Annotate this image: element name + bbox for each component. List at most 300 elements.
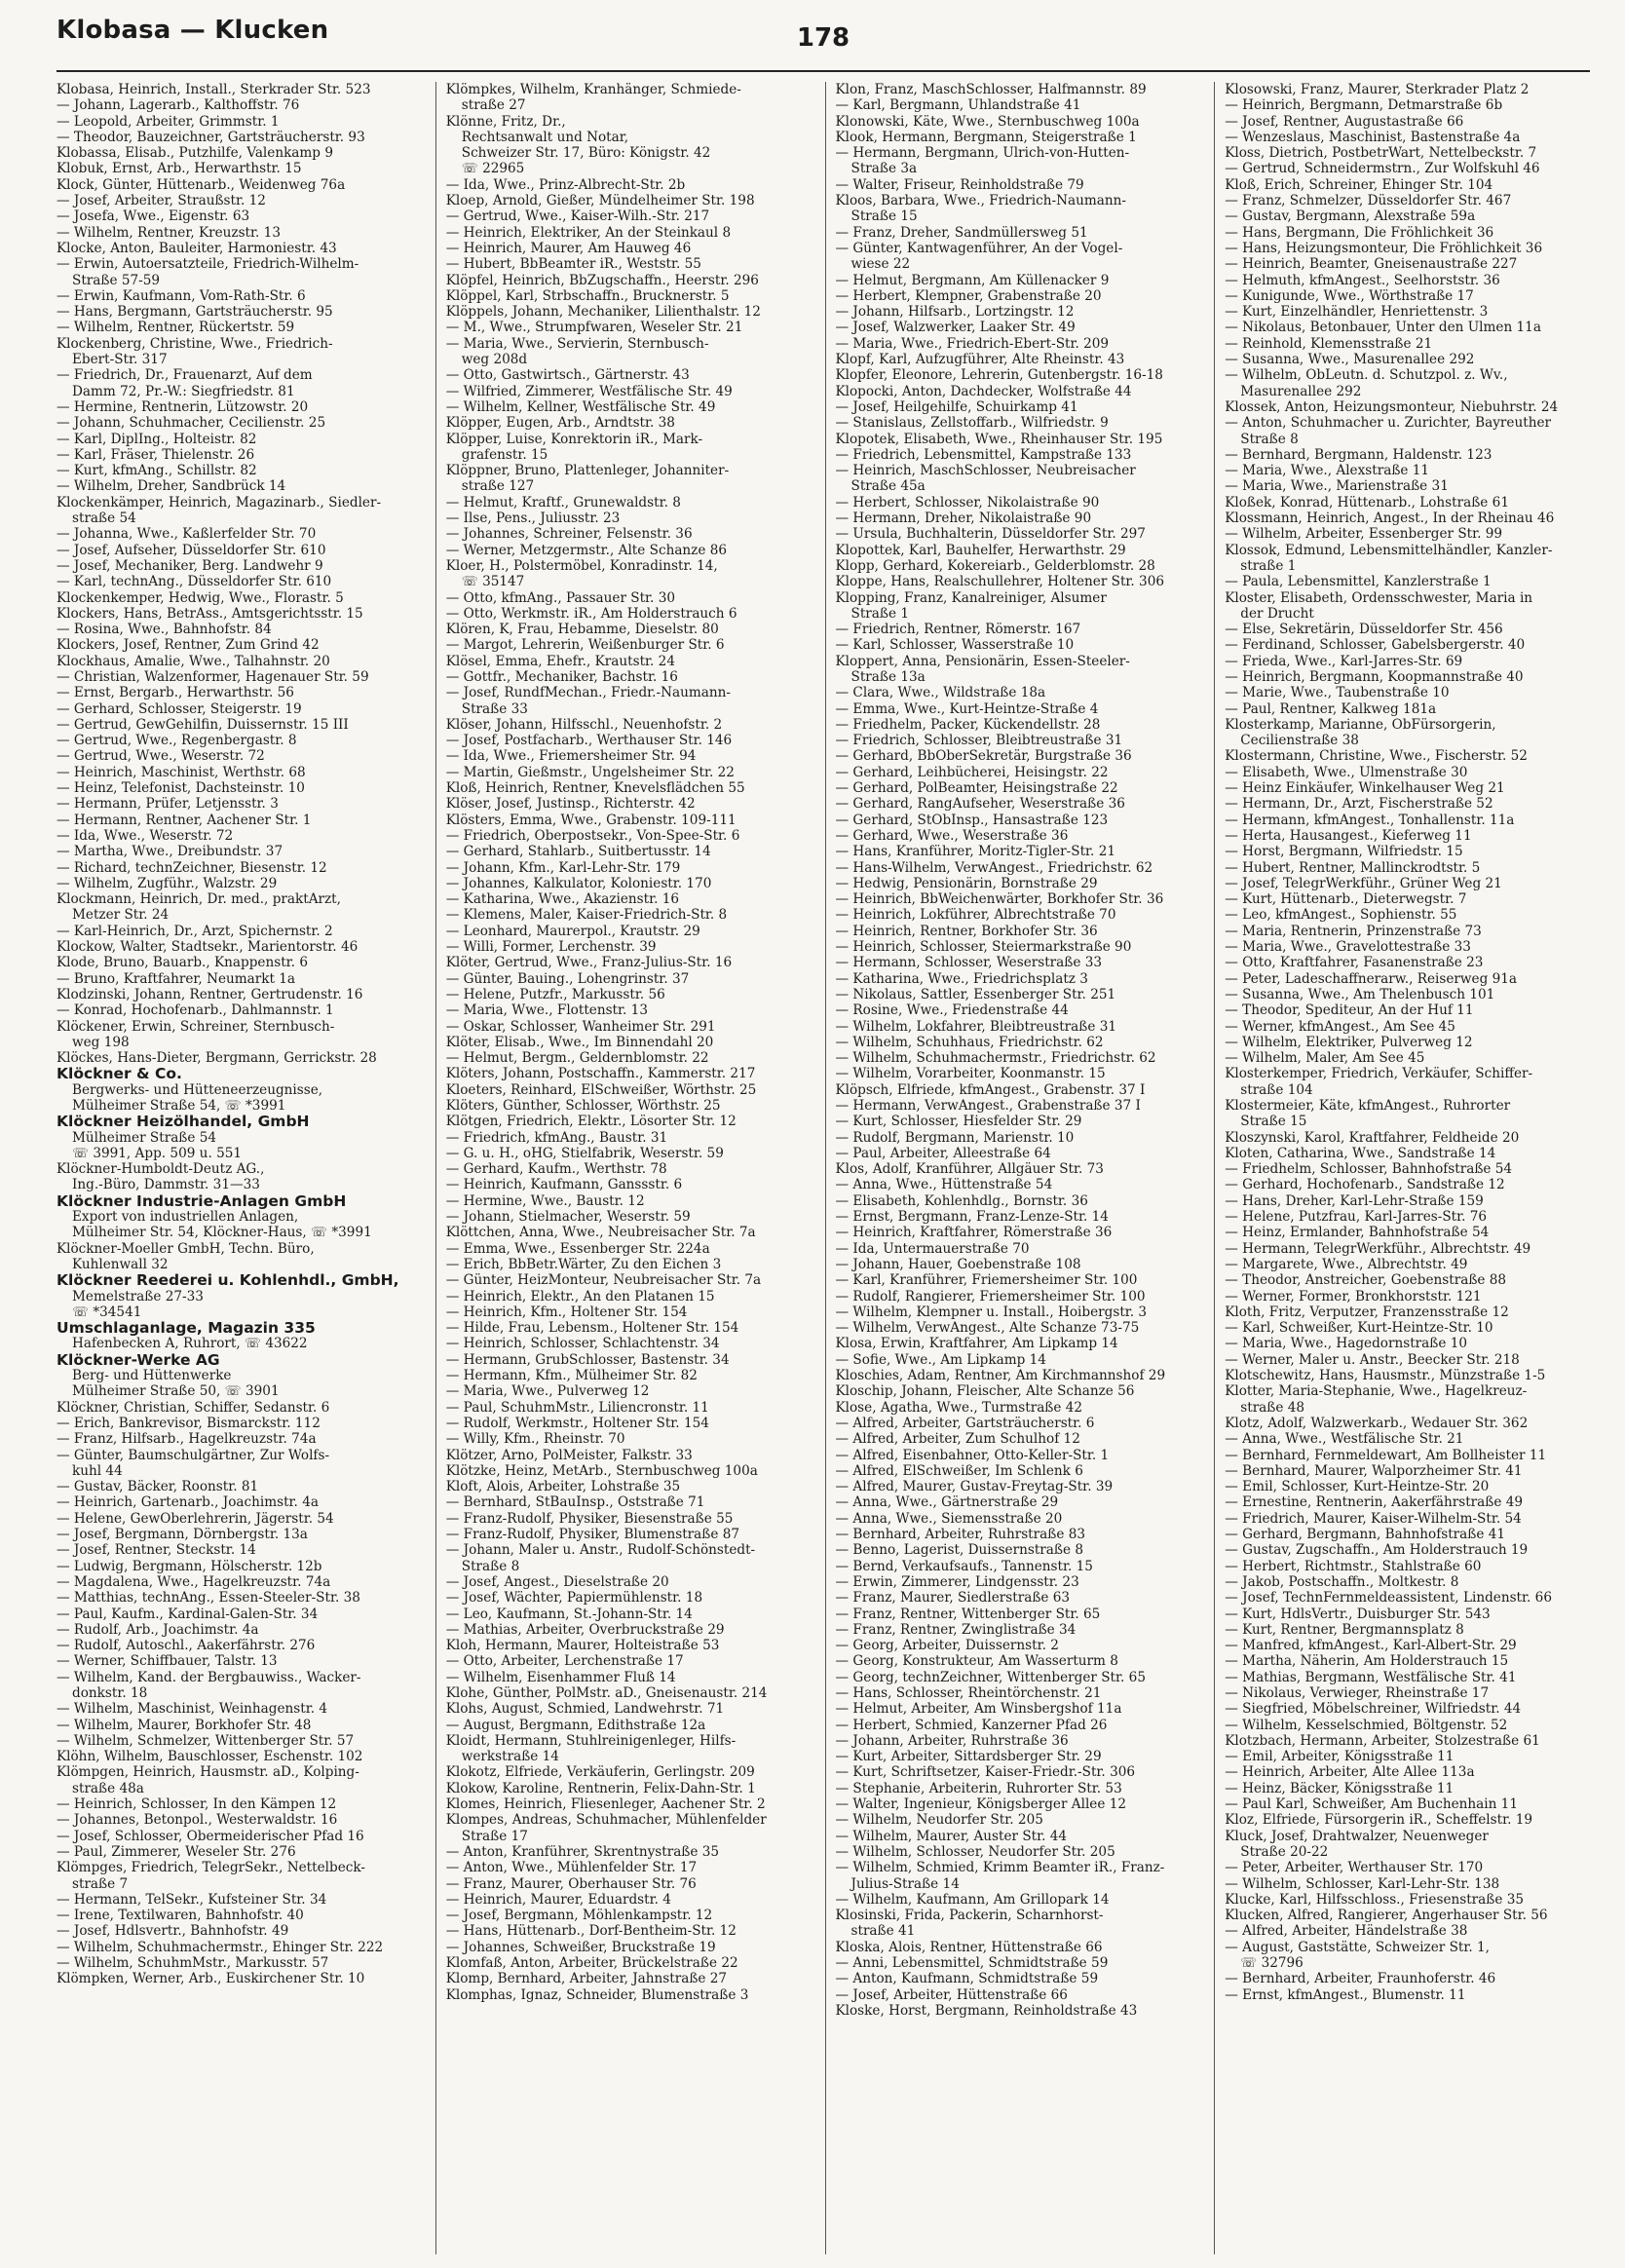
directory-entry: — Anna, Wwe., Hüttenstraße 54 bbox=[835, 1177, 1053, 1193]
directory-entry: wiese 22 bbox=[850, 256, 911, 273]
directory-entry: — Georg, Konstrukteur, Am Wasserturm 8 bbox=[835, 1653, 1118, 1670]
directory-entry: — Hans-Wilhelm, VerwAngest., Friedrichstr. 62 bbox=[835, 859, 1153, 876]
directory-entry: — Maria, Wwe., Friedrich-Ebert-Str. 209 bbox=[835, 335, 1110, 352]
directory-entry: — Alfred, ElSchweißer, Im Schlenk 6 bbox=[835, 1462, 1083, 1479]
directory-entry: Klöters, Johann, Postschaffn., Kammerstr. 217 bbox=[445, 1066, 756, 1082]
directory-entry: Klosterkemper, Friedrich, Verkäufer, Schiffer- bbox=[1225, 1066, 1533, 1082]
directory-entry: — Wilhelm, Maschinist, Weinhagenstr. 4 bbox=[57, 1701, 328, 1718]
directory-entry: — Karl-Heinrich, Dr., Arzt, Spichernstr. 2 bbox=[57, 923, 333, 939]
directory-entry: — Clara, Wwe., Wildstraße 18a bbox=[835, 685, 1046, 701]
directory-entry: — Karl, Schweißer, Kurt-Heintze-Str. 10 bbox=[1225, 1320, 1493, 1337]
directory-entry: Klöckner Heizölhandel, GmbH bbox=[57, 1114, 310, 1130]
directory-entry: — Walter, Ingenieur, Königsberger Allee 12 bbox=[835, 1796, 1127, 1813]
directory-entry: Klöppner, Bruno, Plattenleger, Johanniter- bbox=[445, 463, 730, 479]
directory-entry: — Alfred, Arbeiter, Händelstraße 38 bbox=[1225, 1923, 1468, 1940]
directory-entry: donkstr. 18 bbox=[72, 1684, 148, 1701]
directory-entry: Klockenkemper, Hedwig, Wwe., Florastr. 5 bbox=[57, 589, 344, 606]
directory-entry: — Martha, Näherin, Am Holderstrauch 15 bbox=[1225, 1653, 1509, 1670]
directory-entry: — Ilse, Pens., Juliusstr. 23 bbox=[445, 510, 621, 527]
directory-entry: — Helmut, Kraftf., Grunewaldstr. 8 bbox=[445, 494, 681, 510]
directory-entry: der Drucht bbox=[1240, 605, 1314, 622]
directory-entry: — Sofie, Wwe., Am Lipkamp 14 bbox=[835, 1351, 1046, 1368]
directory-entry: Klöckener, Erwin, Schreiner, Sternbusch- bbox=[57, 1018, 335, 1035]
directory-entry: straße 27 bbox=[461, 97, 526, 114]
directory-entry: — Hermann, TelegrWerkführ., Albrechtstr. 49 bbox=[1225, 1240, 1531, 1257]
directory-entry: — Jakob, Postschaffn., Moltkestr. 8 bbox=[1225, 1573, 1459, 1590]
directory-entry: straße 48 bbox=[1240, 1399, 1305, 1416]
directory-entry: Rechtsanwalt und Notar, bbox=[461, 129, 629, 145]
directory-entry: Kloß, Heinrich, Rentner, Knevelsflädchen 55 bbox=[445, 780, 745, 797]
directory-entry: Kloß, Erich, Schreiner, Ehinger Str. 104 bbox=[1225, 176, 1493, 193]
directory-entry: Straße 57-59 bbox=[72, 272, 161, 288]
directory-entry: — Hermann, Dr., Arzt, Fischerstraße 52 bbox=[1225, 796, 1493, 813]
directory-entry: — Susanna, Wwe., Masurenallee 292 bbox=[1225, 352, 1475, 368]
directory-entry: Kloos, Barbara, Wwe., Friedrich-Naumann- bbox=[835, 193, 1126, 209]
directory-entry: Klotter, Maria-Stephanie, Wwe., Hagelkreuz- bbox=[1225, 1383, 1528, 1400]
directory-entry: — Leonhard, Maurerpol., Krautstr. 29 bbox=[445, 923, 700, 939]
directory-entry: — Wilhelm, Rentner, Kreuzstr. 13 bbox=[57, 224, 281, 241]
directory-entry: — Theodor, Bauzeichner, Gartsträucherstr. 93 bbox=[57, 129, 365, 145]
directory-entry: Klopp, Gerhard, Kokereiarb., Gelderblomstr. 28 bbox=[835, 557, 1155, 574]
directory-entry: — Gerhard, StObInsp., Hansastraße 123 bbox=[835, 812, 1109, 828]
directory-entry: straße 1 bbox=[1240, 557, 1297, 574]
directory-entry: — Gerhard, Bergmann, Bahnhofstraße 41 bbox=[1225, 1527, 1506, 1543]
directory-entry: — Heinz, Telefonist, Dachsteinstr. 10 bbox=[57, 780, 305, 797]
directory-entry: — Heinrich, Gartenarb., Joachimstr. 4a bbox=[57, 1494, 319, 1511]
directory-entry: — Johann, Hauer, Goebenstraße 108 bbox=[835, 1256, 1081, 1272]
directory-entry: — Else, Sekretärin, Düsseldorfer Str. 456 bbox=[1225, 622, 1503, 638]
directory-entry: Klosowski, Franz, Maurer, Sterkrader Platz 2 bbox=[1225, 82, 1530, 97]
directory-entry: Klosterkamp, Marianne, ObFürsorgerin, bbox=[1225, 716, 1496, 733]
directory-entry: — Bernhard, StBauInsp., Oststraße 71 bbox=[445, 1494, 705, 1511]
directory-entry: — Benno, Lagerist, Duissernstraße 8 bbox=[835, 1542, 1083, 1559]
directory-entry: — Josef, Aufseher, Düsseldorfer Str. 610 bbox=[57, 542, 326, 558]
directory-entry: — Johann, Hilfsarb., Lortzingstr. 12 bbox=[835, 304, 1075, 321]
directory-entry: — Heinrich, Rentner, Borkhofer Str. 36 bbox=[835, 923, 1098, 939]
directory-entry: — Emil, Schlosser, Kurt-Heintze-Str. 20 bbox=[1225, 1479, 1490, 1495]
directory-entry: — Kurt, Einzelhändler, Henriettenstr. 3 bbox=[1225, 304, 1489, 321]
directory-entry: — Ernst, kfmAngest., Blumenstr. 11 bbox=[1225, 1986, 1466, 2003]
directory-entry: — Friedrich, Schlosser, Bleibtreustraße 31 bbox=[835, 733, 1123, 749]
directory-entry: — Günter, Kantwagenführer, An der Vogel- bbox=[835, 240, 1123, 256]
directory-entry: — Wilhelm, ObLeutn. d. Schutzpol. z. Wv., bbox=[1225, 367, 1508, 384]
directory-entry: — Wilhelm, Schlosser, Neudorfer Str. 205 bbox=[835, 1843, 1115, 1860]
directory-entry: Klöckner-Humboldt-Deutz AG., bbox=[57, 1161, 265, 1178]
directory-entry: — Herbert, Schmied, Kanzerner Pfad 26 bbox=[835, 1717, 1108, 1733]
directory-entry: Klömpkes, Wilhelm, Kranhänger, Schmiede- bbox=[445, 82, 741, 97]
directory-entry: — Josef, Rentner, Augustastraße 66 bbox=[1225, 113, 1464, 130]
directory-entry: — Irene, Textilwaren, Bahnhofstr. 40 bbox=[57, 1908, 304, 1924]
directory-entry: — Franz, Rentner, Wittenberger Str. 65 bbox=[835, 1606, 1101, 1622]
directory-entry: — Johann, Kfm., Karl-Lehr-Str. 179 bbox=[445, 859, 681, 876]
directory-entry: Klöters, Günther, Schlosser, Wörthstr. 25 bbox=[445, 1098, 721, 1114]
directory-entry: — Werner, Former, Bronkhorststr. 121 bbox=[1225, 1288, 1482, 1304]
directory-entry: — Helmuth, kfmAngest., Seelhorststr. 36 bbox=[1225, 272, 1500, 288]
directory-entry: Straße 20-22 bbox=[1240, 1843, 1329, 1860]
directory-entry: — Klemens, Maler, Kaiser-Friedrich-Str. 8 bbox=[445, 907, 728, 924]
directory-entry: — Wilhelm, Maurer, Borkhofer Str. 48 bbox=[57, 1717, 312, 1733]
directory-entry: kuhl 44 bbox=[72, 1462, 123, 1479]
directory-entry: Kloth, Fritz, Verputzer, Franzensstraße 12 bbox=[1225, 1304, 1509, 1320]
directory-entry: — Bruno, Kraftfahrer, Neumarkt 1a bbox=[57, 970, 296, 987]
directory-entry: — Franz-Rudolf, Physiker, Biesenstraße 55 bbox=[445, 1510, 734, 1527]
directory-entry: — Wenzeslaus, Maschinist, Bastenstraße 4a bbox=[1225, 129, 1521, 145]
directory-entry: — M., Wwe., Strumpfwaren, Weseler Str. 21 bbox=[445, 320, 743, 336]
directory-entry: Klopf, Karl, Aufzugführer, Alte Rheinstr. 43 bbox=[835, 352, 1125, 368]
directory-entry: Klockhaus, Amalie, Wwe., Talhahnstr. 20 bbox=[57, 653, 330, 669]
directory-entry: Klötgen, Friedrich, Elektr., Lösorter Str. 12 bbox=[445, 1114, 737, 1130]
directory-entry: grafenstr. 15 bbox=[461, 446, 548, 463]
directory-entry: ☏ 22965 bbox=[461, 161, 525, 177]
directory-entry: Ing.-Büro, Dammstr. 31—33 bbox=[72, 1177, 260, 1193]
directory-entry: — Kurt, Schlosser, Hiesfelder Str. 29 bbox=[835, 1114, 1082, 1130]
directory-entry: — Josef, Bergmann, Dörnbergstr. 13a bbox=[57, 1527, 308, 1543]
directory-entry: — Katharina, Wwe., Friedrichsplatz 3 bbox=[835, 970, 1088, 987]
directory-entry: — Paula, Lebensmittel, Kanzlerstraße 1 bbox=[1225, 574, 1492, 590]
directory-entry: — Hans, Bergmann, Die Fröhlichkeit 36 bbox=[1225, 224, 1494, 241]
directory-entry: Straße 33 bbox=[461, 700, 528, 717]
directory-entry: Kloster, Elisabeth, Ordensschwester, Maria in bbox=[1225, 589, 1533, 606]
directory-entry: — Emil, Arbeiter, Königsstraße 11 bbox=[1225, 1749, 1455, 1765]
directory-entry: — Stephanie, Arbeiterin, Ruhrorter Str. 53 bbox=[835, 1780, 1122, 1796]
directory-entry: — Johann, Schuhmacher, Cecilienstr. 25 bbox=[57, 415, 326, 432]
directory-entry: weg 208d bbox=[461, 352, 528, 368]
directory-entry: — Friedhelm, Schlosser, Bahnhofstraße 54 bbox=[1225, 1161, 1513, 1178]
directory-entry: Klöckner-Werke AG bbox=[57, 1351, 220, 1369]
directory-entry: — August, Gaststätte, Schweizer Str. 1, bbox=[1225, 1939, 1490, 1955]
directory-entry: straße 48a bbox=[72, 1780, 144, 1796]
directory-entry: — Hermann, GrubSchlosser, Bastenstr. 34 bbox=[445, 1351, 730, 1368]
directory-entry: — Willy, Kfm., Rheinstr. 70 bbox=[445, 1431, 625, 1448]
directory-entry: — Friedrich, Oberpostsekr., Von-Spee-Str. 6 bbox=[445, 827, 740, 844]
directory-entry: — Franz, Hilfsarb., Hagelkreuzstr. 74a bbox=[57, 1431, 317, 1448]
directory-entry: Mülheimer Str. 54, Klöckner-Haus, ☏ *3991 bbox=[72, 1225, 372, 1241]
directory-entry: — Friedrich, Lebensmittel, Kampstraße 133 bbox=[835, 446, 1132, 463]
directory-entry: — Alfred, Arbeiter, Gartsträucherstr. 6 bbox=[835, 1415, 1095, 1431]
directory-entry: — Kurt, kfmAng., Schillstr. 82 bbox=[57, 463, 257, 479]
directory-entry: Kloschies, Adam, Rentner, Am Kirchmannshof 29 bbox=[835, 1368, 1166, 1384]
column-1 bbox=[57, 82, 422, 2254]
directory-entry: — Ida, Untermauerstraße 70 bbox=[835, 1240, 1030, 1257]
directory-entry: — Richard, technZeichner, Biesenstr. 12 bbox=[57, 859, 327, 876]
directory-entry: — Anni, Lebensmittel, Schmidtstraße 59 bbox=[835, 1955, 1109, 1972]
directory-entry: — Emma, Wwe., Kurt-Heintze-Straße 4 bbox=[835, 700, 1099, 717]
directory-entry: — Bernhard, Fernmeldewart, Am Bollheister 11 bbox=[1225, 1447, 1547, 1463]
directory-entry: — Heinrich, Maschinist, Werthstr. 68 bbox=[57, 764, 306, 780]
directory-entry: Klossok, Edmund, Lebensmittelhändler, Kanzler- bbox=[1225, 542, 1553, 558]
directory-entry: — Heinz, Bäcker, Königsstraße 11 bbox=[1225, 1780, 1455, 1796]
directory-entry: Berg- und Hüttenwerke bbox=[72, 1368, 232, 1384]
directory-entry: — Rudolf, Arb., Joachimstr. 4a bbox=[57, 1621, 259, 1638]
directory-entry: Klockers, Hans, BetrAss., Amtsgerichtsstr. 15 bbox=[57, 605, 363, 622]
directory-entry: Klöckner Industrie-Anlagen GmbH bbox=[57, 1192, 347, 1210]
directory-entry: — Josef, Bergmann, Möhlenkampstr. 12 bbox=[445, 1908, 713, 1924]
directory-entry: — Helmut, Bergm., Geldernblomstr. 22 bbox=[445, 1050, 709, 1067]
directory-entry: — Hermann, Kfm., Mülheimer Str. 82 bbox=[445, 1368, 698, 1384]
directory-entry: — Susanna, Wwe., Am Thelenbusch 101 bbox=[1225, 986, 1495, 1002]
directory-entry: Klosinski, Frida, Packerin, Scharnhorst- bbox=[835, 1908, 1104, 1924]
directory-entry: Kloep, Arnold, Gießer, Mündelheimer Str. 198 bbox=[445, 193, 755, 209]
directory-entry: — Herbert, Klempner, Grabenstraße 20 bbox=[835, 287, 1102, 304]
directory-entry: Klobasa, Heinrich, Install., Sterkrader Str. 523 bbox=[57, 82, 371, 97]
directory-entry: straße 54 bbox=[72, 510, 136, 527]
directory-entry: — Ursula, Buchhalterin, Düsseldorfer Str. 297 bbox=[835, 526, 1146, 543]
directory-entry: — Alfred, Maurer, Gustav-Freytag-Str. 39 bbox=[835, 1479, 1114, 1495]
directory-entry: Damm 72, Pr.-W.: Siegfriedstr. 81 bbox=[72, 383, 295, 399]
directory-entry: — Maria, Wwe., Gravelottestraße 33 bbox=[1225, 939, 1471, 956]
directory-entry: — Paul Karl, Schweißer, Am Buchenhain 11 bbox=[1225, 1796, 1518, 1813]
directory-entry: Klopottek, Karl, Bauhelfer, Herwarthstr. 29 bbox=[835, 542, 1126, 558]
directory-entry: Export von industriellen Anlagen, bbox=[72, 1209, 299, 1226]
directory-entry: Memelstraße 27-33 bbox=[72, 1288, 204, 1304]
directory-entry: — Franz, Maurer, Siedlerstraße 63 bbox=[835, 1590, 1071, 1606]
directory-entry: Kluck, Josef, Drahtwalzer, Neuenweger bbox=[1225, 1828, 1489, 1844]
directory-entry: — Rudolf, Rangierer, Friemersheimer Str. 100 bbox=[835, 1288, 1146, 1304]
directory-entry: — Johannes, Schweißer, Bruckstraße 19 bbox=[445, 1939, 716, 1955]
directory-entry: — Ludwig, Bergmann, Hölscherstr. 12b bbox=[57, 1558, 322, 1574]
directory-entry: — Nikolaus, Verwieger, Rheinstraße 17 bbox=[1225, 1684, 1490, 1701]
directory-entry: — Hermann, kfmAngest., Tonhallenstr. 11a bbox=[1225, 812, 1515, 828]
directory-entry: Klock, Günter, Hüttenarb., Weidenweg 76a bbox=[57, 176, 346, 193]
directory-entry: Klonowski, Käte, Wwe., Sternbuschweg 100a bbox=[835, 113, 1140, 130]
directory-entry: — Willi, Former, Lerchenstr. 39 bbox=[445, 939, 657, 956]
directory-entry: — Wilhelm, Schlosser, Karl-Lehr-Str. 138 bbox=[1225, 1875, 1500, 1892]
directory-entry: Klösters, Emma, Wwe., Grabenstr. 109-111 bbox=[445, 812, 737, 828]
directory-entry: Klockow, Walter, Stadtsekr., Marientorstr. 46 bbox=[57, 939, 359, 956]
directory-entry: weg 198 bbox=[72, 1034, 130, 1050]
directory-entry: Bergwerks- und Hütteneerzeugnisse, bbox=[72, 1081, 323, 1098]
directory-entry: — Johanna, Wwe., Kaßlerfelder Str. 70 bbox=[57, 526, 317, 543]
directory-entry: — Hans, Hüttenarb., Dorf-Bentheim-Str. 12 bbox=[445, 1923, 737, 1940]
directory-entry: — Gerhard, Stahlarb., Suitbertusstr. 14 bbox=[445, 844, 711, 860]
directory-entry: Klopfer, Eleonore, Lehrerin, Gutenbergstr. 16-18 bbox=[835, 367, 1163, 384]
directory-entry: — Heinrich, Kaufmann, Ganssstr. 6 bbox=[445, 1177, 683, 1193]
directory-entry: — Hedwig, Pensionärin, Bornstraße 29 bbox=[835, 875, 1098, 891]
directory-entry: Klötzer, Arno, PolMeister, Falkstr. 33 bbox=[445, 1447, 693, 1463]
directory-entry: Cecilienstraße 38 bbox=[1240, 733, 1359, 749]
directory-entry: — Gerhard, Hochofenarb., Sandstraße 12 bbox=[1225, 1177, 1505, 1193]
directory-entry: werkstraße 14 bbox=[461, 1749, 559, 1765]
directory-entry: — Hubert, BbBeamter iR., Weststr. 55 bbox=[445, 256, 701, 273]
directory-entry: — Hermann, Rentner, Aachener Str. 1 bbox=[57, 812, 312, 828]
directory-entry: — G. u. H., oHG, Stielfabrik, Weserstr. 59 bbox=[445, 1145, 724, 1161]
directory-entry: — Josef, Rentner, Steckstr. 14 bbox=[57, 1542, 256, 1559]
directory-entry: — Anna, Wwe., Gärtnerstraße 29 bbox=[835, 1494, 1059, 1511]
directory-entry: — Bernhard, Bergmann, Haldenstr. 123 bbox=[1225, 446, 1493, 463]
directory-entry: Straße 15 bbox=[850, 208, 918, 225]
directory-entry: Kloszynski, Karol, Kraftfahrer, Feldheide 20 bbox=[1225, 1129, 1520, 1146]
directory-entry: — Frieda, Wwe., Karl-Jarres-Str. 69 bbox=[1225, 653, 1463, 669]
directory-entry: — Peter, Ladeschaffnerarw., Reiserweg 91a bbox=[1225, 970, 1518, 987]
directory-entry: Klömpges, Friedrich, TelegrSekr., Nettelbeck- bbox=[57, 1860, 365, 1876]
directory-entry: — Josef, Mechaniker, Berg. Landwehr 9 bbox=[57, 557, 323, 574]
directory-entry: — Horst, Bergmann, Wilfriedstr. 15 bbox=[1225, 844, 1463, 860]
directory-entry: Klosa, Erwin, Kraftfahrer, Am Lipkamp 14 bbox=[835, 1336, 1118, 1352]
directory-entry: — Erwin, Autoersatzteile, Friedrich-Wilhelm- bbox=[57, 256, 359, 273]
directory-entry: — Margot, Lehrerin, Weißenburger Str. 6 bbox=[445, 637, 725, 654]
directory-entry: Straße 1 bbox=[850, 605, 909, 622]
directory-entry: — Wilhelm, Vorarbeiter, Koonmanstr. 15 bbox=[835, 1066, 1106, 1082]
directory-entry: — Georg, Arbeiter, Duissernstr. 2 bbox=[835, 1638, 1059, 1654]
directory-entry: — Katharina, Wwe., Akazienstr. 16 bbox=[445, 891, 680, 908]
directory-entry: — Kunigunde, Wwe., Wörthstraße 17 bbox=[1225, 287, 1474, 304]
running-head: Klobasa — Klucken bbox=[57, 16, 329, 45]
directory-entry: — Josef, TechnFernmeldeassistent, Lindenstr. 66 bbox=[1225, 1590, 1552, 1606]
directory-entry: — Martin, Gießmstr., Ungelsheimer Str. 22 bbox=[445, 764, 735, 780]
directory-entry: — Margarete, Wwe., Albrechtstr. 49 bbox=[1225, 1256, 1468, 1272]
directory-entry: Klostermann, Christine, Wwe., Fischerstr. 52 bbox=[1225, 748, 1528, 765]
directory-entry: — Josef, Arbeiter, Straußstr. 12 bbox=[57, 193, 266, 209]
directory-entry: — Paul, Kaufm., Kardinal-Galen-Str. 34 bbox=[57, 1606, 319, 1622]
directory-entry: Kloska, Alois, Rentner, Hüttenstraße 66 bbox=[835, 1939, 1103, 1955]
directory-entry: Kloßek, Konrad, Hüttenarb., Lohstraße 61 bbox=[1225, 494, 1509, 510]
directory-entry: — Friedrich, kfmAng., Baustr. 31 bbox=[445, 1129, 668, 1146]
directory-entry: — Elisabeth, Kohlenhdlg., Bornstr. 36 bbox=[835, 1192, 1088, 1209]
directory-entry: Mülheimer Straße 54 bbox=[72, 1129, 217, 1146]
directory-entry: — Gerhard, Kaufm., Werthstr. 78 bbox=[445, 1161, 667, 1178]
directory-entry: — Ida, Wwe., Weserstr. 72 bbox=[57, 827, 234, 844]
directory-entry: — Maria, Wwe., Hagedornstraße 10 bbox=[1225, 1336, 1468, 1352]
directory-entry: — Gerhard, RangAufseher, Weserstraße 36 bbox=[835, 796, 1125, 813]
directory-entry: — Heinrich, MaschSchlosser, Neubreisacher bbox=[835, 463, 1136, 479]
directory-entry: Klöckner-Moeller GmbH, Techn. Büro, bbox=[57, 1240, 315, 1257]
directory-entry: Klockers, Josef, Rentner, Zum Grind 42 bbox=[57, 637, 320, 654]
directory-entry: — Josef, Walzwerker, Laaker Str. 49 bbox=[835, 320, 1076, 336]
directory-entry: — Hermann, Bergmann, Ulrich-von-Hutten- bbox=[835, 145, 1130, 162]
directory-entry: — Marie, Wwe., Taubenstraße 10 bbox=[1225, 685, 1450, 701]
directory-entry: straße 41 bbox=[850, 1923, 916, 1940]
directory-entry: — Maria, Rentnerin, Prinzenstraße 73 bbox=[1225, 923, 1482, 939]
directory-entry: — Otto, Gastwirtsch., Gärtnerstr. 43 bbox=[445, 367, 690, 384]
directory-entry: Klucken, Alfred, Rangierer, Angerhauser Str. 56 bbox=[1225, 1908, 1548, 1924]
directory-entry: Klobassa, Elisab., Putzhilfe, Valenkamp 9 bbox=[57, 145, 333, 162]
directory-entry: — Heinrich, Schlosser, Steiermarkstraße 90 bbox=[835, 939, 1132, 956]
directory-entry: Kloten, Catharina, Wwe., Sandstraße 14 bbox=[1225, 1145, 1496, 1161]
directory-entry: — Theodor, Spediteur, An der Huf 11 bbox=[1225, 1002, 1474, 1019]
directory-entry: Klomfaß, Anton, Arbeiter, Brückelstraße 22 bbox=[445, 1955, 738, 1972]
directory-entry: — Gustav, Bergmann, Alexstraße 59a bbox=[1225, 208, 1476, 225]
directory-entry: — Heinrich, Maurer, Eduardstr. 4 bbox=[445, 1891, 671, 1908]
directory-entry: — Gerhard, PolBeamter, Heisingstraße 22 bbox=[835, 780, 1118, 797]
directory-entry: — Franz, Dreher, Sandmüllersweg 51 bbox=[835, 224, 1088, 241]
directory-entry: — Christian, Walzenformer, Hagenauer Str. 59 bbox=[57, 668, 369, 685]
directory-entry: — Bernd, Verkaufsaufs., Tannenstr. 15 bbox=[835, 1558, 1093, 1574]
directory-entry: — Josef, RundfMechan., Friedr.-Naumann- bbox=[445, 685, 731, 701]
directory-entry: — Hilde, Frau, Lebensm., Holtener Str. 154 bbox=[445, 1320, 739, 1337]
directory-entry: Klöpfel, Heinrich, BbZugschaffn., Heerstr. 296 bbox=[445, 272, 759, 288]
directory-entry: — Erwin, Zimmerer, Lindgensstr. 23 bbox=[835, 1573, 1079, 1590]
directory-entry: — Otto, Werkmstr. iR., Am Holderstrauch 6 bbox=[445, 605, 737, 622]
directory-entry: ☏ 3991, App. 509 u. 551 bbox=[72, 1145, 243, 1161]
directory-entry: — Günter, HeizMonteur, Neubreisacher Str. 7a bbox=[445, 1272, 762, 1289]
directory-entry: Kloeters, Reinhard, ElSchweißer, Wörthstr. 25 bbox=[445, 1081, 757, 1098]
directory-entry: — Nikolaus, Betonbauer, Unter den Ulmen 11a bbox=[1225, 320, 1541, 336]
directory-entry: Straße 3a bbox=[850, 161, 918, 177]
directory-entry: — Wilhelm, Dreher, Sandbrück 14 bbox=[57, 478, 286, 495]
directory-entry: — Hermine, Rentnerin, Lützowstr. 20 bbox=[57, 398, 309, 415]
directory-entry: — Friedrich, Maurer, Kaiser-Wilhelm-Str. 54 bbox=[1225, 1510, 1522, 1527]
directory-entry: straße 7 bbox=[72, 1875, 129, 1892]
directory-entry: — Rudolf, Autoschl., Aakerfährstr. 276 bbox=[57, 1638, 316, 1654]
directory-entry: — Johannes, Betonpol., Westerwaldstr. 16 bbox=[57, 1812, 338, 1829]
directory-entry: Klopping, Franz, Kanalreiniger, Alsumer bbox=[835, 589, 1107, 606]
directory-entry: — Josef, Heilgehilfe, Schuirkamp 41 bbox=[835, 398, 1078, 415]
directory-entry: Kloh, Hermann, Maurer, Holteistraße 53 bbox=[445, 1638, 720, 1654]
directory-entry: — Gertrud, Wwe., Regenbergastr. 8 bbox=[57, 733, 297, 749]
directory-entry: — Karl, Kranführer, Friemersheimer Str. 100 bbox=[835, 1272, 1138, 1289]
directory-entry: — Herta, Hausangest., Kieferweg 11 bbox=[1225, 827, 1472, 844]
directory-entry: — Helene, GewOberlehrerin, Jägerstr. 54 bbox=[57, 1510, 334, 1527]
directory-entry: Kloschip, Johann, Fleischer, Alte Schanze 56 bbox=[835, 1383, 1135, 1400]
directory-entry: — Wilhelm, SchuhmMstr., Markusstr. 57 bbox=[57, 1955, 329, 1972]
directory-entry: — Leo, Kaufmann, St.-Johann-Str. 14 bbox=[445, 1606, 693, 1622]
directory-entry: — Heinrich, Elektr., An den Platanen 15 bbox=[445, 1288, 715, 1304]
directory-entry: Straße 8 bbox=[461, 1558, 520, 1574]
directory-entry: — Hans, Schlosser, Rheintörchenstr. 21 bbox=[835, 1684, 1102, 1701]
directory-entry: — Leopold, Arbeiter, Grimmstr. 1 bbox=[57, 113, 280, 130]
directory-entry: Kloppert, Anna, Pensionärin, Essen-Steeler- bbox=[835, 653, 1130, 669]
directory-entry: Schweizer Str. 17, Büro: Königstr. 42 bbox=[461, 145, 711, 162]
directory-entry: — Heinrich, BbWeichenwärter, Borkhofer Str. 36 bbox=[835, 891, 1164, 908]
directory-entry: Kloss, Dietrich, PostbetrWart, Nettelbeckstr. 7 bbox=[1225, 145, 1537, 162]
directory-entry: — Peter, Arbeiter, Werthauser Str. 170 bbox=[1225, 1860, 1484, 1876]
directory-entry: — Friedrich, Rentner, Römerstr. 167 bbox=[835, 622, 1081, 638]
directory-entry: — Karl, Fräser, Thielenstr. 26 bbox=[57, 446, 255, 463]
directory-entry: — Franz, Schmelzer, Düsseldorfer Str. 467 bbox=[1225, 193, 1512, 209]
directory-entry: Straße 17 bbox=[461, 1828, 528, 1844]
directory-entry: — Wilhelm, Schuhmachermstr., Friedrichstr. 62 bbox=[835, 1050, 1156, 1067]
directory-entry: — Ernst, Bergarb., Herwarthstr. 56 bbox=[57, 685, 294, 701]
directory-entry: Klompes, Andreas, Schuhmacher, Mühlenfelder bbox=[445, 1812, 767, 1829]
directory-entry: — Herbert, Richtmstr., Stahlstraße 60 bbox=[1225, 1558, 1482, 1574]
directory-entry: — Werner, Schiffbauer, Talstr. 13 bbox=[57, 1653, 278, 1670]
directory-entry: — Anna, Wwe., Siemensstraße 20 bbox=[835, 1510, 1063, 1527]
directory-entry: — Bernhard, Arbeiter, Ruhrstraße 83 bbox=[835, 1527, 1085, 1543]
directory-entry: — Wilhelm, Zugführ., Walzstr. 29 bbox=[57, 875, 278, 891]
directory-entry: Klucke, Karl, Hilfsschloss., Friesenstraße 35 bbox=[1225, 1891, 1525, 1908]
directory-entry: — Franz, Rentner, Zwinglistraße 34 bbox=[835, 1621, 1077, 1638]
directory-entry: — Erwin, Kaufmann, Vom-Rath-Str. 6 bbox=[57, 287, 306, 304]
directory-entry: — Kurt, Schriftsetzer, Kaiser-Friedr.-Str. 306 bbox=[835, 1764, 1136, 1781]
directory-entry: Kloft, Alois, Arbeiter, Lohstraße 35 bbox=[445, 1479, 681, 1495]
directory-entry: — Maria, Wwe., Flottenstr. 13 bbox=[445, 1002, 648, 1019]
directory-entry: ☏ *34541 bbox=[72, 1304, 142, 1320]
directory-entry: — Manfred, kfmAngest., Karl-Albert-Str. 29 bbox=[1225, 1638, 1517, 1654]
directory-entry: straße 127 bbox=[461, 478, 535, 495]
directory-entry: Klöckner Reederei u. Kohlenhdl., GmbH, bbox=[57, 1272, 399, 1289]
directory-entry: — Mathias, Bergmann, Westfälische Str. 41 bbox=[1225, 1669, 1517, 1685]
directory-entry: — Wilhelm, Kaufmann, Am Grillopark 14 bbox=[835, 1891, 1110, 1908]
directory-entry: ☏ 32796 bbox=[1240, 1955, 1304, 1972]
directory-entry: — Heinz, Ermlander, Bahnhofstraße 54 bbox=[1225, 1225, 1490, 1241]
directory-entry: — Franz-Rudolf, Physiker, Blumenstraße 87 bbox=[445, 1527, 740, 1543]
directory-entry: — Kurt, Hüttenarb., Dieterwegstr. 7 bbox=[1225, 891, 1467, 908]
directory-entry: — Wilhelm, Arbeiter, Essenberger Str. 99 bbox=[1225, 526, 1503, 543]
directory-entry: — Wilhelm, Kand. der Bergbauwiss., Wacker- bbox=[57, 1669, 361, 1685]
directory-entry: — Heinrich, Bergmann, Koopmannstraße 40 bbox=[1225, 668, 1524, 685]
directory-entry: — Alfred, Eisenbahner, Otto-Keller-Str. 1 bbox=[835, 1447, 1110, 1463]
directory-entry: — Wilhelm, Rentner, Rückertstr. 59 bbox=[57, 320, 295, 336]
directory-entry: Klomes, Heinrich, Fliesenleger, Aachener Str. 2 bbox=[445, 1796, 766, 1813]
directory-entry: Klotschewitz, Hans, Hausmstr., Münzstraße 1-5 bbox=[1225, 1368, 1546, 1384]
directory-entry: Klöttchen, Anna, Wwe., Neubreisacher Str. 7a bbox=[445, 1225, 756, 1241]
directory-entry: — Heinrich, Schlosser, Schlachtenstr. 34 bbox=[445, 1336, 720, 1352]
directory-entry: — Matthias, technAng., Essen-Steeler-Str. 38 bbox=[57, 1590, 360, 1606]
directory-entry: — Gertrud, Schneidermstrn., Zur Wolfskuhl 46 bbox=[1225, 161, 1540, 177]
directory-entry: — Gustav, Zugschaffn., Am Holderstrauch 19 bbox=[1225, 1542, 1529, 1559]
directory-entry: — Wilhelm, Schmied, Krimm Beamter iR., Franz- bbox=[835, 1860, 1165, 1876]
directory-entry: Klöter, Elisab., Wwe., Im Binnendahl 20 bbox=[445, 1034, 714, 1050]
